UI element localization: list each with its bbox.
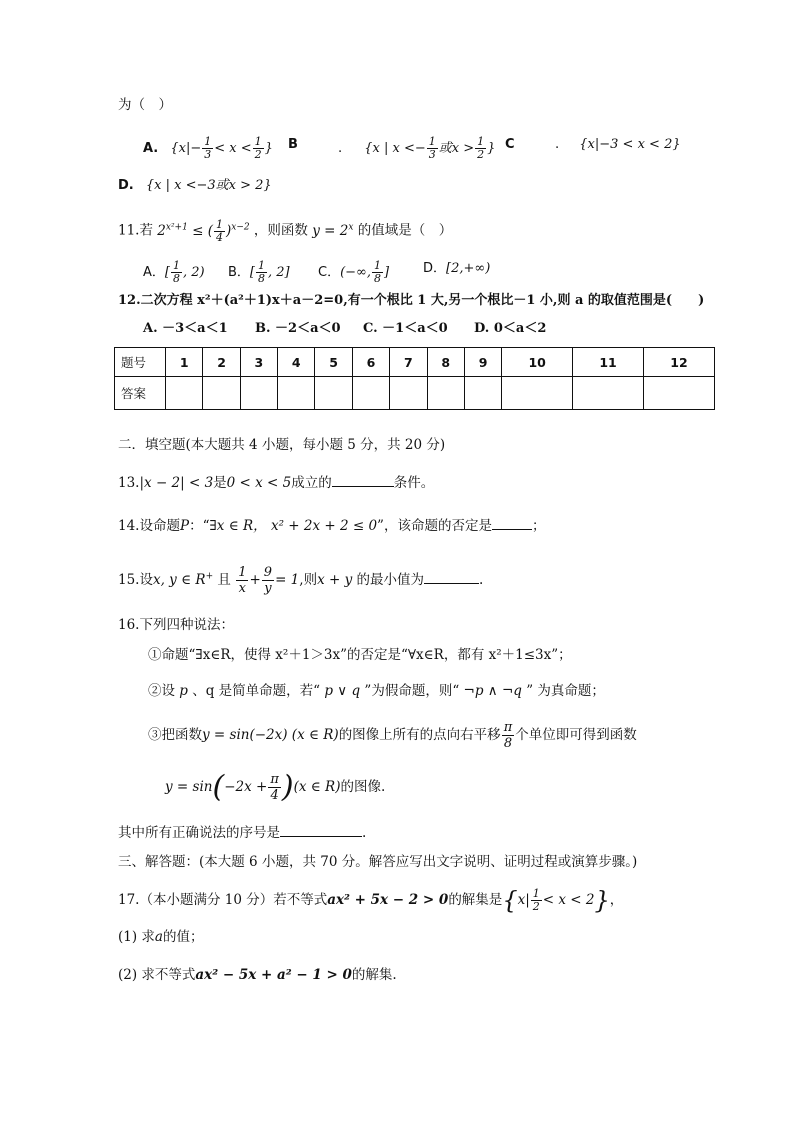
- table-cell-number: 8: [427, 348, 464, 377]
- q10-option-b: B: [288, 137, 298, 152]
- answer-cell[interactable]: [643, 377, 714, 410]
- answer-cell[interactable]: [390, 377, 427, 410]
- q16-conclusion: 其中所有正确说法的序号是 .: [118, 825, 367, 841]
- answer-cell[interactable]: [203, 377, 240, 410]
- q17-part-2: (2) 求不等式ax² − 5x + a² − 1 > 0的解集.: [118, 967, 397, 983]
- q11-option-c: C．(−∞, $\frac{1}{8}$ ]: [318, 259, 390, 285]
- table-cell-number: 4: [278, 348, 315, 377]
- section-2-title: 二．填空题(本大题共 4 小题，每小题 5 分，共 20 分): [118, 437, 446, 453]
- answer-cell[interactable]: [502, 377, 573, 410]
- q14-blank[interactable]: [492, 517, 532, 530]
- table-cell-number: 3: [240, 348, 277, 377]
- table-answer-row: [115, 377, 715, 410]
- answer-cell[interactable]: [464, 377, 501, 410]
- q16-statement-1: ①命题“∃x∈R，使得 x²＋1＞3x”的否定是“∀x∈R，都有 x²＋1≤3x”；: [148, 647, 572, 663]
- q15-blank[interactable]: [424, 571, 479, 584]
- answer-cell[interactable]: [166, 377, 203, 410]
- question-15: 15.设x, y ∈ R+ 且 $\frac{1}{x}$ + $\frac{9}{y}$ = 1,则x + y 的最小值为 .: [118, 565, 484, 596]
- q16-statement-3: ③把函数y = sin(−2x) (x ∈ R)的图像上所有的点向右平移 $\frac{\pi}{8}$ 个单位即可得到函数: [148, 720, 637, 751]
- question-16-title: 16.下列四种说法：: [118, 617, 234, 633]
- q10-option-a: A. {x|− $\frac{1}{3}$ < x < $\frac{1}{2}$ }: [143, 135, 273, 161]
- question-17: 17.（本小题满分 10 分）若不等式ax² + 5x − 2 > 0的解集是{x| $\frac{1}{2}$ < x < 2}，: [118, 886, 624, 915]
- table-cell-number: 6: [352, 348, 389, 377]
- table-label-number: 题号: [115, 348, 166, 377]
- table-cell-number: 10: [502, 348, 573, 377]
- table-cell-number: 7: [390, 348, 427, 377]
- table-label-answer: 答案: [115, 377, 166, 410]
- q10-option-b-expr: . {x | x <− $\frac{1}{3}$ 或x > $\frac{1}{2}$ }: [338, 135, 496, 161]
- table-cell-number: 1: [166, 348, 203, 377]
- question-13: 13.|x − 2| < 3是0 < x < 5成立的 条件。: [118, 475, 435, 491]
- q13-blank[interactable]: [332, 474, 394, 487]
- q16-blank[interactable]: [280, 824, 362, 837]
- q12-option-b: B. －2＜a＜0: [255, 321, 341, 336]
- answer-cell[interactable]: [352, 377, 389, 410]
- q17-part-1: (1) 求a的值；: [118, 929, 204, 945]
- q10-option-c: C: [505, 137, 515, 152]
- q16-statement-2: ②设 p 、q 是简单命题，若“ p ∨ q ”为假命题，则“ ¬p ∧ ¬q ” 为真命题；: [148, 683, 605, 699]
- table-cell-number: 9: [464, 348, 501, 377]
- q10-tail: 为（ ）: [118, 97, 172, 113]
- answer-cell[interactable]: [573, 377, 644, 410]
- answer-cell[interactable]: [315, 377, 352, 410]
- q11-option-d: D．[2,+∞): [423, 261, 491, 276]
- table-header-row: [115, 348, 715, 377]
- table-cell-number: 12: [643, 348, 714, 377]
- answer-cell[interactable]: [240, 377, 277, 410]
- answer-table: [114, 347, 715, 410]
- q11-option-b: B．[ $\frac{1}{8}$ , 2]: [228, 259, 290, 285]
- table-cell-number: 2: [203, 348, 240, 377]
- q16-statement-3-cont: y = sin(−2x + $\frac{\pi}{4}$ )(x ∈ R)的图像.: [165, 769, 386, 805]
- answer-cell[interactable]: [427, 377, 464, 410]
- q11-option-a: A．[ $\frac{1}{8}$ , 2): [143, 259, 205, 285]
- question-11: 11.若 $2^{x^2+1}$ ≤ ( $\frac{1}{4}$ )$^{x-2}$ ，则函数 $y = 2^x$ 的值域是（ ）: [118, 217, 453, 244]
- answer-cell[interactable]: [278, 377, 315, 410]
- question-14: 14.设命题P：“∃x ∈ R， x² + 2x + 2 ≤ 0”，该命题的否定是 ；: [118, 518, 546, 534]
- q12-option-d: D. 0＜a＜2: [474, 321, 547, 336]
- section-3-title: 三、解答题：(本大题 6 小题，共 70 分。解答应写出文字说明、证明过程或演算步骤。): [118, 854, 638, 870]
- q10-option-d: D. {x | x <−3或x > 2}: [118, 178, 272, 193]
- q12-option-a: A. －3＜a＜1: [143, 321, 228, 336]
- q12-option-c: C. －1＜a＜0: [363, 321, 448, 336]
- q10-option-c-expr: . {x|−3 < x < 2}: [555, 137, 681, 152]
- table-cell-number: 11: [573, 348, 644, 377]
- table-cell-number: 5: [315, 348, 352, 377]
- question-12: 12.二次方程 x²＋(a²＋1)x＋a－2=0,有一个根比 1 大,另一个根比－1 小,则 a 的取值范围是( ): [118, 293, 705, 308]
